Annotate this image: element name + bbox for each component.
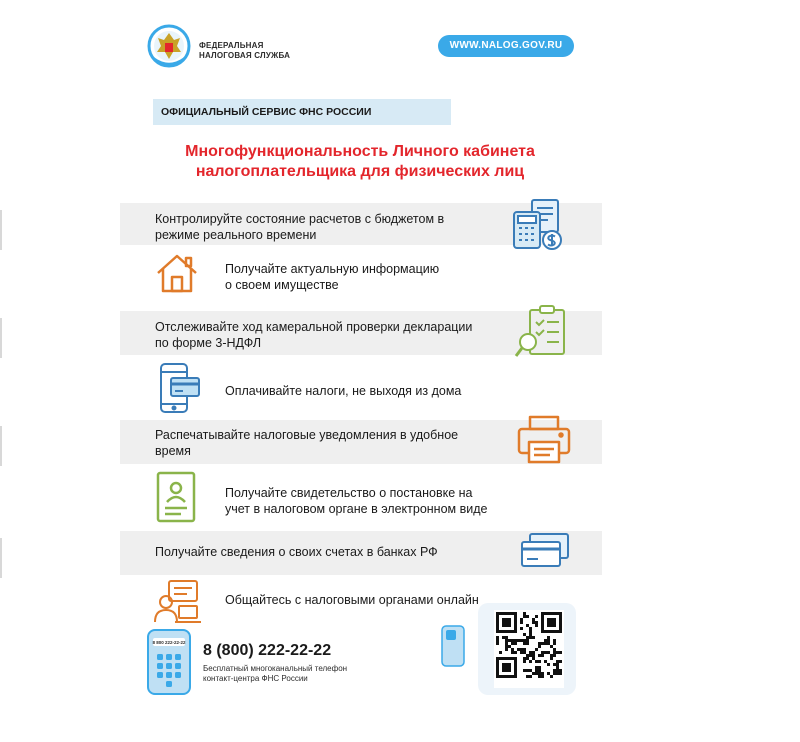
org-name-line1: ФЕДЕРАЛЬНАЯ (199, 41, 264, 50)
hotline-note (203, 664, 347, 684)
bank-cards-icon (518, 530, 572, 570)
feature-4-text (225, 383, 461, 399)
feature-2-line2: о своем имуществе (225, 278, 339, 292)
qr-code[interactable] (494, 610, 564, 688)
fns-emblem (147, 24, 191, 72)
page-title-line1: Многофункциональность Личного кабинета (185, 143, 535, 160)
feature-2-line1: Получайте актуальную информацию (225, 262, 440, 276)
feature-6-text (225, 485, 487, 517)
feature-7-line1: Получайте сведения о своих счетах в банках РФ (155, 545, 438, 559)
feature-6-line2: учет в налоговом органе в электронном виде (225, 502, 488, 516)
printer-icon (516, 414, 572, 466)
phone-card-icon (157, 360, 203, 416)
feature-8-line1: Общайтесь с налоговыми органами онлайн (225, 593, 479, 607)
official-service-tag: ОФИЦИАЛЬНЫЙ СЕРВИС ФНС РОССИИ (153, 99, 451, 125)
online-chat-icon (153, 578, 201, 624)
feature-1-line2: режиме реального времени (155, 228, 317, 242)
checklist-magnifier-icon (514, 304, 570, 360)
hotline-note-line2: контакт-центра ФНС России (203, 674, 308, 683)
feature-3-text (155, 319, 472, 351)
feature-5-line1: Распечатывайте налоговые уведомления в удобное (155, 428, 459, 442)
feature-4-line1: Оплачивайте налоги, не выходя из дома (225, 384, 462, 398)
phone-qr-illustration (440, 624, 466, 668)
house-icon (155, 252, 199, 294)
feature-1-text (155, 211, 444, 243)
page-title-line2: налогоплательщика для физических лиц (195, 163, 525, 180)
org-name-line2: НАЛОГОВАЯ СЛУЖБА (199, 51, 291, 60)
feature-3-line1: Отслеживайте ход камеральной проверки декларации (155, 320, 473, 334)
feature-8-text (225, 592, 479, 608)
hotline-note-line1: Бесплатный многоканальный телефон (203, 664, 348, 673)
certificate-icon (155, 470, 197, 524)
feature-1-line1: Контролируйте состояние расчетов с бюджетом в (155, 212, 445, 226)
org-name (199, 41, 290, 61)
phone-screen-number: 8 800 222-22-22 (152, 640, 186, 645)
feature-6-line1: Получайте свидетельство о постановке на (225, 486, 473, 500)
feature-3-line2: по форме 3-НДФЛ (155, 336, 262, 350)
page-title (120, 142, 600, 182)
feature-5-text (155, 427, 458, 459)
smartphone-illustration (146, 628, 192, 696)
website-link[interactable]: WWW.NALOG.GOV.RU (438, 35, 574, 57)
feature-5-line2: время (155, 444, 191, 458)
feature-2-text (225, 261, 439, 293)
feature-7-text (155, 544, 438, 560)
hotline-number[interactable]: 8 (800) 222-22-22 (203, 642, 332, 659)
calculator-documents-icon (510, 196, 566, 254)
